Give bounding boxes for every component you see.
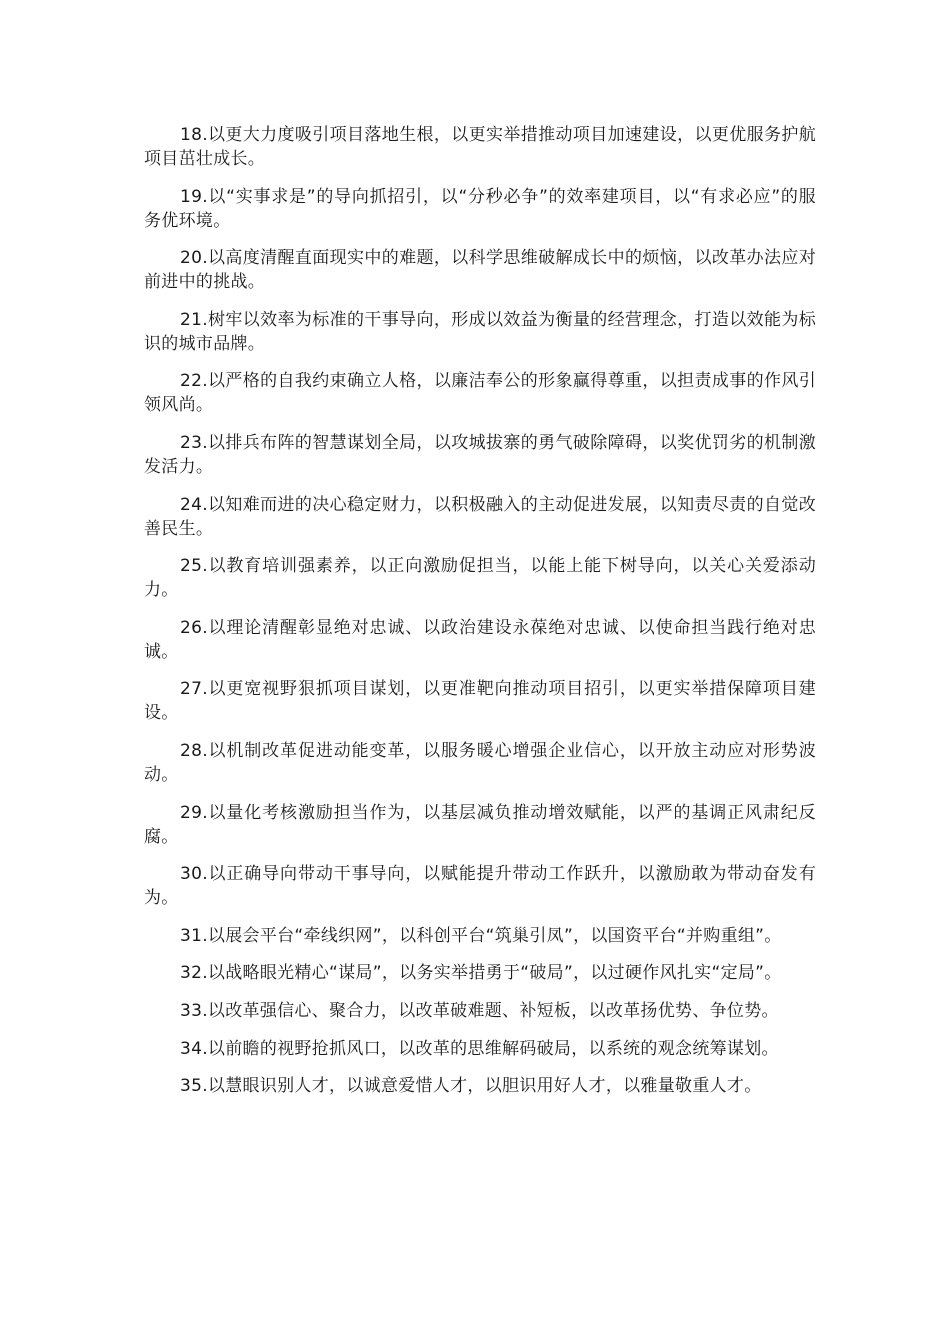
paragraph-32: 32.以战略眼光精心“谋局”，以务实举措勇于“破局”，以过硬作风扎实“定局”。	[180, 963, 782, 984]
paragraph-21: 21.树牢以效率为标准的干事导向，形成以效益为衡量的经营理念，打造以效能为标识的城市品牌。	[144, 309, 816, 354]
paragraph-23: 23.以排兵布阵的智慧谋划全局，以攻城拔寨的勇气破除障碍，以奖优罚劣的机制激发活力。	[144, 432, 816, 477]
paragraph-22: 22.以严格的自我约束确立人格，以廉洁奉公的形象赢得尊重，以担责成事的作风引领风尚。	[144, 371, 816, 416]
paragraph-24: 24.以知难而进的决心稳定财力，以积极融入的主动促进发展，以知责尽责的自觉改善民生。	[144, 494, 816, 539]
paragraph-26: 26.以理论清醒彰显绝对忠诚、以政治建设永葆绝对忠诚、以使命担当践行绝对忠诚。	[144, 617, 816, 662]
paragraph-30: 30.以正确导向带动干事导向，以赋能提升带动工作跃升，以激励敢为带动奋发有为。	[144, 864, 816, 909]
document-body	[144, 123, 816, 1112]
paragraph-25: 25.以教育培训强素养，以正向激励促担当，以能上能下树导向，以关心关爱添动力。	[144, 556, 816, 601]
paragraph-33: 33.以改革强信心、聚合力，以改革破难题、补短板，以改革扬优势、争位势。	[180, 1000, 779, 1021]
paragraph-19: 19.以“实事求是”的导向抓招引，以“分秒必争”的效率建项目，以“有求必应”的服务优环境。	[144, 186, 816, 231]
paragraph-29: 29.以量化考核激励担当作为，以基层减负推动增效赋能，以严的基调正风肃纪反腐。	[144, 802, 816, 847]
paragraph-18: 18.以更大力度吸引项目落地生根，以更实举措推动项目加速建设，以更优服务护航项目茁壮成长。	[144, 125, 816, 169]
paragraph-20: 20.以高度清醒直面现实中的难题，以科学思维破解成长中的烦恼，以改革办法应对前进中的挑战。	[144, 248, 816, 293]
paragraph-31: 31.以展会平台“牵线织网”，以科创平台“筑巢引凤”，以国资平台“并购重组”。	[180, 925, 782, 946]
paragraph-28: 28.以机制改革促进动能变革，以服务暖心增强企业信心，以开放主动应对形势波动。	[144, 740, 816, 785]
paragraph-34: 34.以前瞻的视野抢抓风口，以改革的思维解码破局，以系统的观念统筹谋划。	[180, 1038, 779, 1059]
paragraph-27: 27.以更宽视野狠抓项目谋划，以更准靶向推动项目招引，以更实举措保障项目建设。	[144, 679, 816, 724]
paragraph-35: 35.以慧眼识别人才，以诚意爱惜人才，以胆识用好人才，以雅量敬重人才。	[180, 1076, 762, 1097]
